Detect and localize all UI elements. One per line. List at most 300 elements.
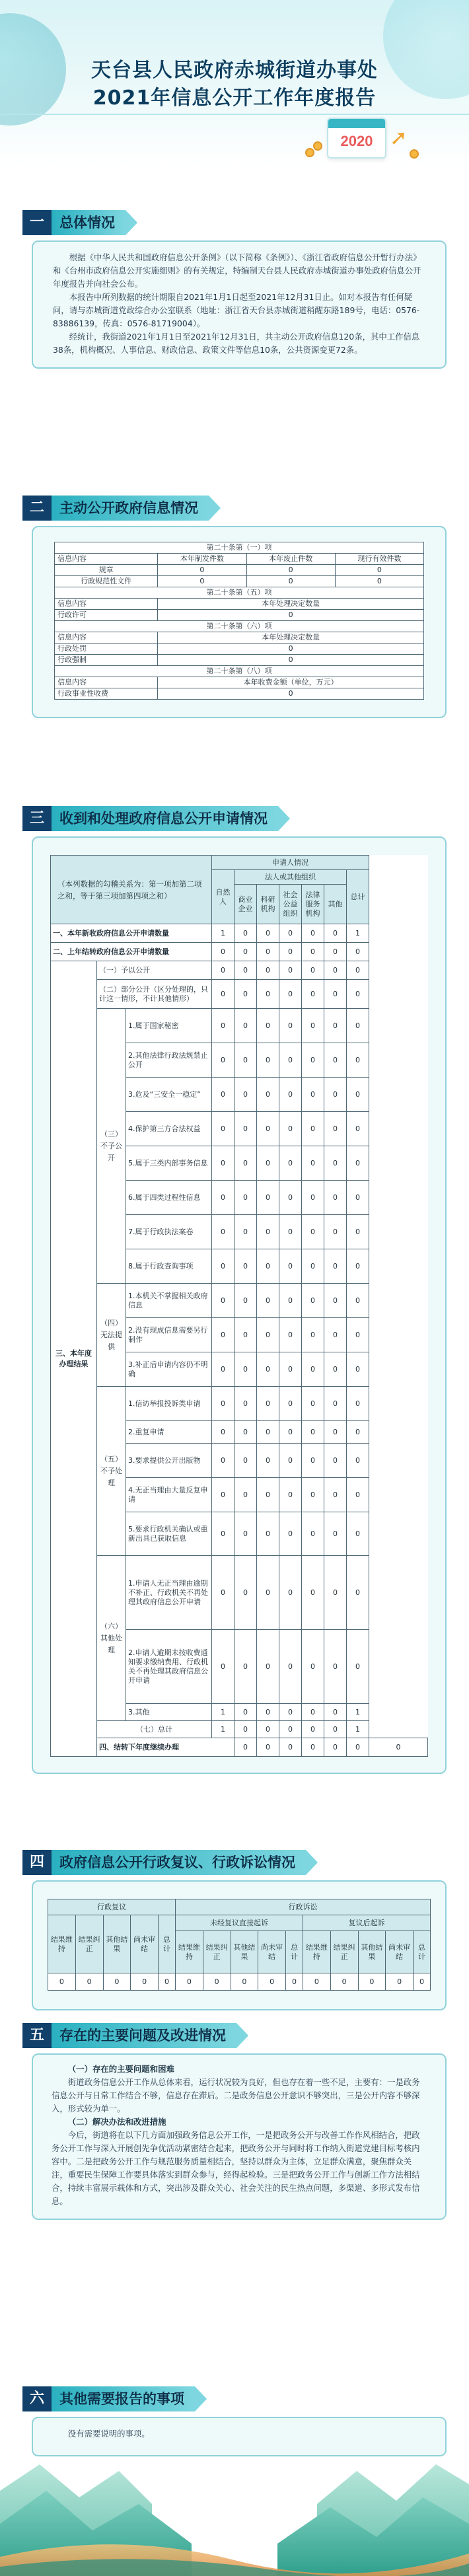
row-label: 3.补正后申请内容仍不明确 (126, 1352, 212, 1387)
row-label: 1.属于国家秘密 (126, 1009, 212, 1043)
table-cell: 0 (257, 1249, 279, 1284)
table-row (51, 1284, 428, 1318)
table-cell: 0 (347, 1078, 369, 1112)
table-cell: 0 (347, 1738, 369, 1757)
proactive-table (54, 542, 424, 700)
table-cell: 0 (324, 961, 347, 980)
row-label: （二）部分公开（区分处理的，只计这一情形，不计其他情形） (97, 980, 212, 1009)
table-cell: 行政事业性收费 (55, 688, 158, 700)
row-group-label: （三）不予公开 (97, 1009, 126, 1284)
table-cell: 0 (302, 980, 324, 1009)
table-cell: 0 (279, 1704, 302, 1721)
table-cell: 0 (279, 1249, 302, 1284)
col-header: 总计 (286, 1931, 303, 1973)
table-cell: 0 (324, 1146, 347, 1181)
table-cell: 0 (234, 1556, 257, 1630)
review-table (48, 1899, 431, 1991)
table-cell: 0 (158, 688, 424, 700)
table-cell: 0 (257, 1284, 279, 1318)
table-cell: 0 (302, 1009, 324, 1043)
table-cell: 0 (257, 1387, 279, 1421)
table-cell: 0 (234, 1043, 257, 1078)
table-cell: 0 (302, 1444, 324, 1478)
table-cell: 1 (347, 1721, 369, 1738)
section-heading (22, 2023, 447, 2048)
section-body (32, 1880, 447, 2010)
table-cell: 0 (234, 1009, 257, 1043)
table-cell: 0 (234, 943, 257, 961)
footer-landscape (0, 2445, 469, 2576)
block-title: 第二十条第（一）项 (55, 542, 424, 554)
table-cell: 0 (257, 1738, 279, 1757)
table-cell: 0 (324, 1444, 347, 1478)
section-heading (22, 210, 447, 235)
table-cell: 0 (279, 1318, 302, 1352)
table-cell: 0 (302, 1181, 324, 1215)
table-cell: 0 (257, 1181, 279, 1215)
table-cell: 0 (279, 1112, 302, 1146)
table-cell: 0 (246, 576, 335, 587)
table-cell: 0 (330, 1973, 358, 1991)
table-cell: 0 (203, 1973, 231, 1991)
table-cell: 0 (257, 1478, 279, 1512)
table-cell: 0 (302, 1478, 324, 1512)
decor-blob (0, 13, 66, 126)
table-cell: 0 (234, 1078, 257, 1112)
table-cell: 0 (347, 1512, 369, 1556)
section-number: 四 (22, 1850, 52, 1875)
row-label: 5.属于三类内部事务信息 (126, 1146, 212, 1181)
table-cell: 0 (212, 1318, 234, 1352)
table-cell: 0 (324, 1112, 347, 1146)
section-number: 二 (22, 496, 52, 521)
table-row (51, 1387, 428, 1421)
table-cell: 0 (302, 1318, 324, 1352)
coin-icon (313, 141, 322, 151)
table-cell: 0 (347, 1181, 369, 1215)
table-cell: 0 (234, 1738, 257, 1757)
table-cell: 0 (257, 1078, 279, 1112)
row-label: 3.危及“三安全一稳定” (126, 1078, 212, 1112)
table-cell: 0 (212, 1387, 234, 1421)
report-title (66, 57, 403, 112)
table-cell: 0 (279, 1556, 302, 1630)
table-cell: 0 (212, 1043, 234, 1078)
col-header: 结果维持 (303, 1931, 330, 1973)
table-cell: 0 (212, 1556, 234, 1630)
report-header (0, 0, 469, 165)
col-header: 信息内容 (55, 677, 158, 688)
table-cell: 0 (369, 1738, 428, 1757)
table-cell: 0 (279, 980, 302, 1009)
table-cell: 0 (302, 1352, 324, 1387)
table-cell: 0 (347, 961, 369, 980)
table-cell: 0 (279, 1421, 302, 1444)
table-cell: 0 (347, 1556, 369, 1630)
table-cell: 0 (257, 1444, 279, 1478)
table-cell: 0 (302, 1284, 324, 1318)
row-label: 二、上年结转政府信息公开申请数量 (51, 943, 212, 961)
table-cell: 0 (302, 1112, 324, 1146)
table-cell: 0 (302, 1738, 324, 1757)
table-cell: 0 (324, 1043, 347, 1078)
table-cell: 0 (257, 1215, 279, 1249)
row-label: 4.保护第三方合法权益 (126, 1112, 212, 1146)
table-cell: 0 (234, 1249, 257, 1284)
decor-line (0, 114, 469, 115)
section-title: 政府信息公开行政复议、行政诉讼情况 (52, 1850, 306, 1875)
table-cell: 1 (212, 924, 234, 943)
table-cell: 0 (347, 1352, 369, 1387)
table-cell: 0 (279, 943, 302, 961)
section-title: 存在的主要问题及改进情况 (52, 2023, 236, 2048)
table-cell: 0 (324, 1738, 347, 1757)
row-label: 3.要求提供公开出版物 (126, 1444, 212, 1478)
section-proactive-disclosure (22, 496, 447, 718)
calendar-icon (327, 118, 386, 159)
table-cell: 0 (257, 1421, 279, 1444)
col-header: 结果纠正 (203, 1931, 231, 1973)
row-label: 3.其他 (126, 1704, 212, 1721)
table-cell: 0 (347, 1318, 369, 1352)
row-label: 6.属于四类过程性信息 (126, 1181, 212, 1215)
block-title: 第二十条第（八）项 (55, 666, 424, 677)
row-label: （一）予以公开 (97, 961, 212, 980)
table-cell: 0 (279, 1512, 302, 1556)
table-cell: 0 (234, 1352, 257, 1387)
table-cell: 0 (324, 1215, 347, 1249)
table-cell: 0 (212, 980, 234, 1009)
table-cell: 0 (246, 565, 335, 576)
col-header: 本年收费金额（单位，万元） (158, 677, 424, 688)
table-cell: 0 (324, 1478, 347, 1512)
section-heading (22, 2386, 447, 2411)
table-row (51, 980, 428, 1009)
row-label: 2.其他法律行政法规禁止公开 (126, 1043, 212, 1078)
table-cell: 0 (234, 924, 257, 943)
table-cell: 0 (335, 565, 423, 576)
table-cell: 0 (234, 1318, 257, 1352)
table-cell: 0 (302, 1215, 324, 1249)
table-cell: 1 (212, 1721, 234, 1738)
row-group-label: （五）不予处理 (97, 1387, 126, 1556)
coin-icon (305, 148, 314, 157)
table-cell: 0 (279, 1478, 302, 1512)
table-cell: 0 (324, 1078, 347, 1112)
table-cell: 0 (212, 943, 234, 961)
table-cell: 0 (234, 1387, 257, 1421)
table-cell: 0 (347, 1043, 369, 1078)
table-cell: 0 (103, 1973, 131, 1991)
table-cell: 0 (324, 1009, 347, 1043)
table-cell: 0 (158, 565, 246, 576)
table-cell: 0 (257, 1512, 279, 1556)
table-cell: 0 (324, 1181, 347, 1215)
table-cell: 行政强制 (55, 655, 158, 666)
table-corner-note: （本列数据的勾稽关系为：第一项加第二项之和，等于第三项加第四项之和） (51, 856, 212, 924)
table-row (51, 1738, 428, 1757)
col-header: 现行有效件数 (335, 554, 423, 565)
col-header: 本年废止件数 (246, 554, 335, 565)
table-cell: 0 (279, 924, 302, 943)
subheading: （二）解决办法和改进措施 (67, 2117, 166, 2127)
row-group-label: （六）其他处理 (97, 1556, 126, 1721)
table-cell: 0 (75, 1973, 103, 1991)
paragraph: 今后，街道将在以下几方面加强政务信息公开工作，一是把政务公开与改善工作作风相结合，把政务公开工作与深入开展创先争优活动紧密结合起来，把政务公开与同时将工作纳入街道党建目标考核内容中。二是把政务公开工作与规范服务质量相结合，坚持以群众为主体，立足群众满意，聚焦群众关注，重要民生保障工作要具体落实到群众参与，经得起检验。三是把政务公开工作与创新工作方法相结合，持续丰富展示载体和方式，突出涉及群众关心、社会关注的民生热点问题，多渠道、多形式发布信息。 (52, 2130, 420, 2206)
growth-arrow-icon: ➚ (390, 125, 408, 150)
col-header: 其他结果 (103, 1915, 131, 1973)
table-cell: 0 (234, 1704, 257, 1721)
subheading: （一）存在的主要问题和困难 (67, 2064, 174, 2074)
paragraph: 本报告中所列数据的统计期限自2021年1月1日起至2021年12月31日止。如对本报告有任何疑问，请与赤城街道党政综合办公室联系（地址：浙江省天台县赤城街道稍醒东路189号，电话：0576-83886139，传真：0576-81719004）。 (53, 292, 420, 328)
table-cell: 0 (212, 1009, 234, 1043)
table-row (51, 1009, 428, 1043)
table-cell: 0 (234, 1421, 257, 1444)
col-header: 其他结果 (358, 1931, 386, 1973)
table-cell: 0 (279, 1721, 302, 1738)
table-cell: 0 (212, 1112, 234, 1146)
table-cell: 0 (302, 1387, 324, 1421)
table-cell: 0 (279, 1215, 302, 1249)
table-row (51, 1721, 428, 1738)
table-cell: 0 (234, 1112, 257, 1146)
table-cell: 0 (347, 1284, 369, 1318)
section-heading (22, 496, 447, 521)
table-cell: 0 (286, 1973, 303, 1991)
table-cell: 0 (303, 1973, 330, 1991)
table-cell: 1 (347, 924, 369, 943)
row-label: （七）总计 (97, 1721, 212, 1738)
table-cell: 0 (257, 1352, 279, 1387)
table-cell: 0 (324, 924, 347, 943)
row-group-label: 三、本年度办理结果 (51, 961, 97, 1757)
table-cell: 0 (231, 1973, 258, 1991)
row-label: 8.属于行政查询事项 (126, 1249, 212, 1284)
table-cell: 0 (279, 1146, 302, 1181)
section-number: 六 (22, 2386, 52, 2411)
table-cell: 0 (234, 1630, 257, 1704)
table-cell: 0 (347, 1112, 369, 1146)
calendar-year: 2020 (340, 133, 373, 149)
title-line-2: 2021年信息公开工作年度报告 (92, 87, 377, 110)
table-cell: 0 (279, 1387, 302, 1421)
section-body (32, 2053, 447, 2220)
table-cell: 0 (234, 1478, 257, 1512)
col-header: 结果维持 (175, 1931, 203, 1973)
row-label: 一、本年新收政府信息公开申请数量 (51, 924, 212, 943)
table-cell: 0 (257, 1704, 279, 1721)
table-row (48, 1973, 431, 1991)
table-cell: 0 (279, 1284, 302, 1318)
table-cell: 0 (234, 961, 257, 980)
table-cell: 0 (279, 1009, 302, 1043)
row-label: 1.本机关不掌握相关政府信息 (126, 1284, 212, 1318)
table-cell: 0 (386, 1973, 414, 1991)
table-row (51, 924, 428, 943)
col-header: 本年制发件数 (158, 554, 246, 565)
block-title: 第二十条第（六）项 (55, 621, 424, 632)
table-cell: 0 (279, 1630, 302, 1704)
table-cell: 0 (302, 1630, 324, 1704)
applications-table (50, 855, 428, 1757)
paragraph: 街道政务信息公开工作从总体来看，运行状况较为良好，但也存在着一些不足，主要有：一是政务信息公开与日常工作结合不够，信息存在滞后。二是政务信息公开意识不够突出，三是公开内容不够深入，形式较为单一。 (52, 2077, 420, 2114)
table-cell: 0 (257, 980, 279, 1009)
col-group-header: 未经复议直接起诉 (175, 1915, 303, 1931)
row-label: 2.没有现成信息需要另行制作 (126, 1318, 212, 1352)
col-header: 社会公益组织 (279, 885, 302, 924)
table-cell: 0 (212, 1284, 234, 1318)
table-cell: 0 (347, 1478, 369, 1512)
row-label: 1.申请人无正当理由逾期不补正、行政机关不再处理其政府信息公开申请 (126, 1556, 212, 1630)
table-cell: 1 (212, 1704, 234, 1721)
mountains-illustration (0, 2445, 469, 2576)
col-header: 结果维持 (48, 1915, 76, 1973)
table-cell: 0 (324, 1421, 347, 1444)
row-label: 5.要求行政机关确认或重新出具已获取信息 (126, 1512, 212, 1556)
table-cell: 0 (347, 1215, 369, 1249)
table-cell: 0 (212, 1512, 234, 1556)
paragraph: 没有需要说明的事项。 (67, 2429, 150, 2439)
table-cell: 0 (302, 1421, 324, 1444)
table-cell: 0 (257, 961, 279, 980)
block-title: 第二十条第（五）项 (55, 587, 424, 599)
col-header: 商业企业 (234, 885, 257, 924)
section-applications (22, 806, 447, 1774)
table-cell: 0 (324, 1556, 347, 1630)
section-title: 总体情况 (52, 210, 126, 235)
table-cell: 0 (158, 610, 424, 621)
paragraph: 根据《中华人民共和国政府信息公开条例》（以下简称《条例》）、《浙江省政府信息公开暂行办法》和《台州市政府信息公开实施细则》的有关规定，特编制天台县人民政府赤城街道办事处政府信息公开年度报告并向社会公布。 (53, 252, 421, 289)
table-cell: 0 (302, 1146, 324, 1181)
col-header: 自然人 (212, 870, 234, 924)
col-header: 本年处理决定数量 (158, 632, 424, 644)
col-header: 其他结果 (231, 1931, 258, 1973)
col-header: 尚未审结 (386, 1931, 414, 1973)
col-header: 总计 (159, 1915, 176, 1973)
table-cell: 0 (347, 943, 369, 961)
table-cell: 0 (279, 1181, 302, 1215)
table-cell: 0 (302, 1704, 324, 1721)
col-group-header: 复议后起诉 (303, 1915, 430, 1931)
col-header: 尚未审结 (131, 1915, 159, 1973)
col-group-header: 行政诉讼 (175, 1899, 430, 1915)
table-cell: 0 (324, 1630, 347, 1704)
table-cell: 0 (347, 1444, 369, 1478)
table-cell: 0 (302, 1249, 324, 1284)
table-cell: 0 (212, 1249, 234, 1284)
table-cell: 0 (347, 980, 369, 1009)
table-cell: 0 (324, 1512, 347, 1556)
col-header: 信息内容 (55, 632, 158, 644)
section-title: 主动公开政府信息情况 (52, 496, 209, 521)
col-header: 信息内容 (55, 599, 158, 610)
table-cell: 0 (212, 1630, 234, 1704)
section-problems (22, 2023, 447, 2220)
section-review-litigation (22, 1850, 447, 2010)
table-cell: 行政处罚 (55, 644, 158, 655)
table-cell: 0 (279, 1043, 302, 1078)
table-cell: 0 (279, 961, 302, 980)
table-cell: 0 (279, 1352, 302, 1387)
row-label: 1.信访举报投诉类申请 (126, 1387, 212, 1421)
section-heading (22, 806, 447, 831)
col-header: 其他 (324, 885, 347, 924)
table-cell: 0 (347, 1146, 369, 1181)
table-cell: 0 (212, 1421, 234, 1444)
table-cell: 0 (347, 1421, 369, 1444)
col-header: 本年处理决定数量 (158, 599, 424, 610)
table-cell: 0 (324, 1352, 347, 1387)
col-header: 尚未审结 (258, 1931, 286, 1973)
table-cell: 0 (335, 576, 423, 587)
table-cell: 0 (302, 1512, 324, 1556)
table-cell: 0 (234, 980, 257, 1009)
table-cell: 0 (158, 576, 246, 587)
col-group-header: 申请人情况 (212, 856, 369, 870)
table-cell: 0 (234, 1181, 257, 1215)
table-cell: 0 (234, 1444, 257, 1478)
table-cell: 0 (302, 961, 324, 980)
col-header: 科研机构 (257, 885, 279, 924)
row-label: 2.申请人逾期未按收费通知要求缴纳费用、行政机关不再处理其政府信息公开申请 (126, 1630, 212, 1704)
section-title: 其他需要报告的事项 (52, 2386, 195, 2411)
table-cell: 0 (324, 1284, 347, 1318)
table-cell: 0 (257, 1721, 279, 1738)
table-cell: 0 (324, 1318, 347, 1352)
table-cell: 行政许可 (55, 610, 158, 621)
col-header: 总计 (347, 870, 369, 924)
table-cell: 0 (212, 1215, 234, 1249)
table-cell: 0 (212, 1181, 234, 1215)
table-cell: 0 (234, 1215, 257, 1249)
table-cell: 0 (212, 1444, 234, 1478)
table-cell: 行政规范性文件 (55, 576, 158, 587)
table-cell: 0 (159, 1973, 176, 1991)
col-header: 信息内容 (55, 554, 158, 565)
table-cell: 0 (212, 1146, 234, 1181)
table-cell: 0 (234, 1146, 257, 1181)
table-cell: 0 (257, 1009, 279, 1043)
table-cell: 0 (257, 1043, 279, 1078)
table-cell: 0 (324, 1704, 347, 1721)
col-header: 结果纠正 (330, 1931, 358, 1973)
col-header: 结果纠正 (75, 1915, 103, 1973)
table-cell: 0 (234, 1721, 257, 1738)
table-cell: 0 (414, 1973, 431, 1991)
table-cell: 0 (158, 644, 424, 655)
section-body (32, 240, 447, 369)
table-cell: 0 (279, 1738, 302, 1757)
table-cell: 0 (212, 961, 234, 980)
table-cell: 0 (302, 1556, 324, 1630)
section-other (22, 2386, 447, 2456)
table-cell: 规章 (55, 565, 158, 576)
paragraph: 经统计，我街道2021年1月1日至2021年12月31日，共主动公开政府信息120条，其中工作信息38条，机构概况、人事信息、财政信息、政策文件等信息10条，公共资源变更72条。 (53, 332, 420, 355)
col-header: 总计 (414, 1931, 431, 1973)
table-cell: 0 (258, 1973, 286, 1991)
section-body (32, 836, 447, 1774)
col-header: 法律服务机构 (302, 885, 324, 924)
table-cell: 0 (358, 1973, 386, 1991)
col-group-header: 法人或其他组织 (234, 870, 347, 885)
table-cell: 0 (234, 1512, 257, 1556)
section-heading (22, 1850, 447, 1875)
section-number: 一 (22, 210, 52, 235)
table-row (51, 961, 428, 980)
section-number: 五 (22, 2023, 52, 2048)
table-cell: 0 (302, 943, 324, 961)
table-cell: 0 (131, 1973, 159, 1991)
